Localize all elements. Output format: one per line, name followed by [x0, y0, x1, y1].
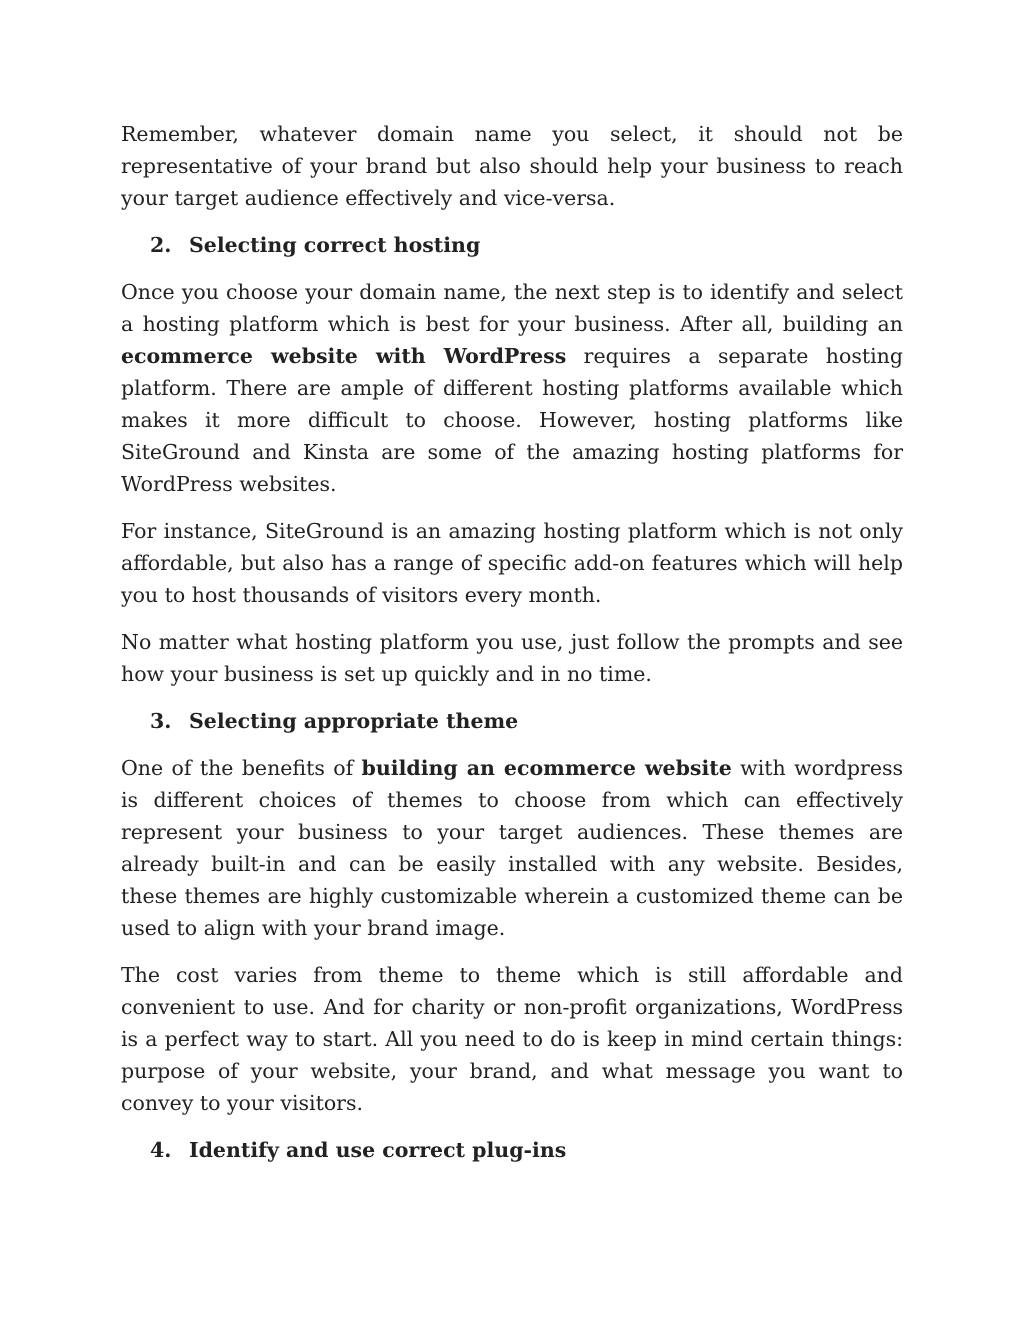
- paragraph-theme-benefits: [121, 752, 903, 944]
- paragraph-text: One of the benefits of: [121, 756, 362, 780]
- heading-selecting-hosting: [121, 229, 903, 261]
- paragraph-hosting-intro: [121, 276, 903, 500]
- heading-text: Identify and use correct plug-ins: [189, 1138, 567, 1162]
- bold-phrase: ecommerce website with WordPress: [121, 344, 567, 368]
- paragraph-text: requires a separate hosting platform. There are ample of different hosting platforms available which makes it more difficult to choose. However, hosting platforms like SiteGround and Kinsta are some of the amazing hosting platforms for WordPress websites.: [121, 344, 903, 496]
- paragraph-theme-cost: The cost varies from theme to theme which is still affordable and convenient to use. And for charity or non-profit organizations, WordPress is a perfect way to start. All you need to do is keep in mind certain things: purpose of your website, your brand, and what message you want to convey to your visitors.: [121, 963, 903, 1115]
- heading-selecting-theme: [121, 705, 903, 737]
- heading-plugins: [121, 1134, 903, 1166]
- heading-text: Selecting appropriate theme: [189, 709, 519, 733]
- document-page: [121, 118, 903, 1181]
- paragraph-text: Once you choose your domain name, the next step is to identify and select a hosting platform which is best for your business. After all, building an: [121, 280, 903, 336]
- paragraph-domain-reminder: Remember, whatever domain name you select, it should not be representative of your brand but also should help your business to reach your target audience effectively and vice-versa.: [121, 122, 903, 210]
- bold-phrase: building an ecommerce website: [361, 756, 732, 780]
- heading-number: 2.: [150, 233, 172, 257]
- heading-text: Selecting correct hosting: [189, 233, 481, 257]
- paragraph-siteground: For instance, SiteGround is an amazing hosting platform which is not only affordable, but also has a range of specific add-on features which will help you to host thousands of visitors every month.: [121, 519, 903, 607]
- paragraph-text: with wordpress is different choices of themes to choose from which can effectively represent your business to your target audiences. These themes are already built-in and can be easily installed with any website. Besides, these themes are highly customizable wherein a customized theme can be used to align with your brand image.: [121, 756, 903, 940]
- heading-number: 4.: [150, 1138, 172, 1162]
- heading-number: 3.: [150, 709, 172, 733]
- paragraph-hosting-prompts: No matter what hosting platform you use, just follow the prompts and see how your business is set up quickly and in no time.: [121, 630, 903, 686]
